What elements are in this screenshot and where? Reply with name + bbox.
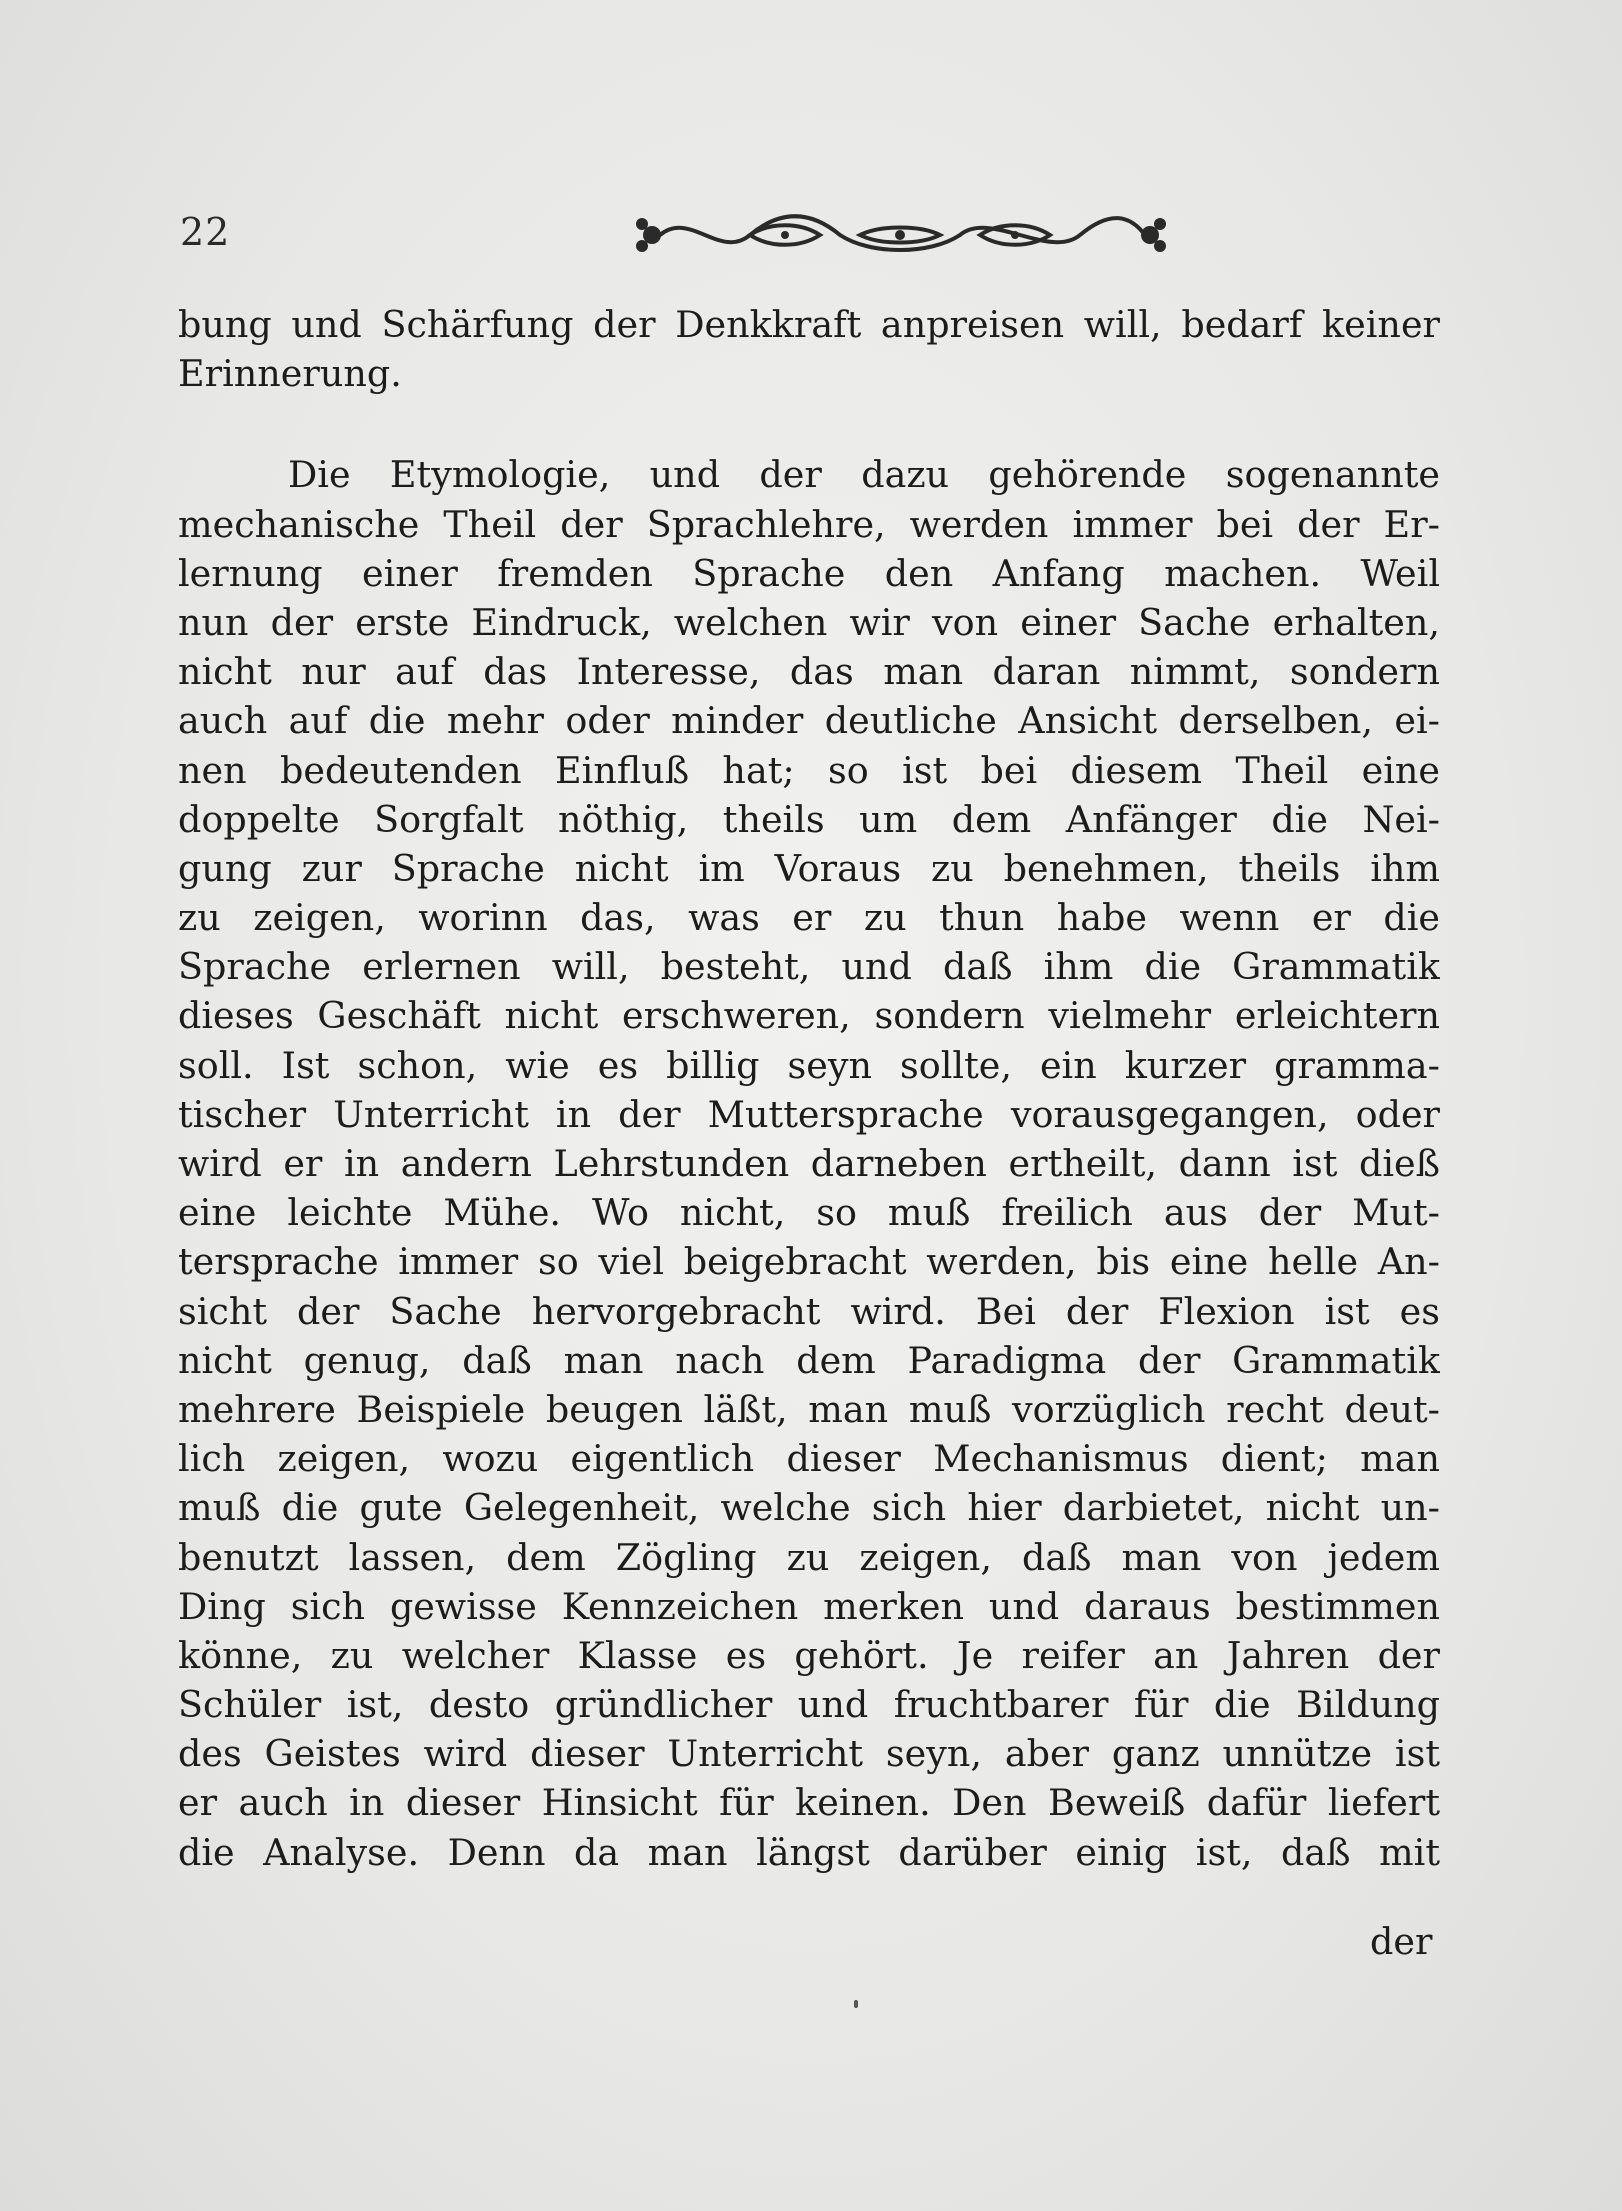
text-line: nicht nur auf das Interesse, das man daran nimmt, sondern <box>178 650 1440 694</box>
text-line: tersprache immer so viel beigebracht werden, bis eine helle An- <box>178 1240 1440 1284</box>
text-line: zu zeigen, worinn das, was er zu thun habe wenn er die <box>178 896 1440 940</box>
text-line: Erinnerung. <box>178 352 402 396</box>
text-line: gung zur Sprache nicht im Voraus zu benehmen, theils ihm <box>178 846 1440 890</box>
text-line: auch auf die mehr oder minder deutliche Ansicht derselben, ei- <box>178 699 1440 743</box>
paper-speck <box>854 2000 858 2008</box>
text-line: mechanische Theil der Sprachlehre, werden immer bei der Er- <box>178 502 1440 546</box>
text-line: nun der erste Eindruck, welchen wir von einer Sache erhalten, <box>178 600 1440 644</box>
text-line: mehrere Beispiele beugen läßt, man muß vorzüglich recht deut- <box>178 1387 1440 1431</box>
text-line: die Analyse. Denn da man längst darüber einig ist, daß mit <box>178 1830 1440 1874</box>
text-line: könne, zu welcher Klasse es gehört. Je reifer an Jahren der <box>178 1633 1440 1677</box>
text-line: Schüler ist, desto gründlicher und fruchtbarer für die Bildung <box>178 1683 1440 1727</box>
decorative-ornament-icon <box>630 200 1170 270</box>
text-line: nen bedeutenden Einfluß hat; so ist bei diesem Theil eine <box>178 748 1440 792</box>
text-line: doppelte Sorgfalt nöthig, theils um dem Anfänger die Nei- <box>178 797 1440 841</box>
text-line: wird er in andern Lehrstunden darneben ertheilt, dann ist dieß <box>178 1142 1440 1185</box>
text-line: eine leichte Mühe. Wo nicht, so muß freilich aus der Mut- <box>178 1191 1440 1235</box>
text-line: dieses Geschäft nicht erschweren, sondern vielmehr erleichtern <box>178 994 1440 1038</box>
text-line: muß die gute Gelegenheit, welche sich hier darbietet, nicht un- <box>178 1486 1440 1530</box>
page-header <box>180 200 1440 280</box>
text-line: tischer Unterricht in der Muttersprache vorausgegangen, oder <box>178 1092 1440 1136</box>
text-line: soll. Ist schon, wie es billig seyn sollte, ein kurzer gramma- <box>178 1043 1440 1087</box>
catchword: der <box>1370 1920 1433 1963</box>
paragraph-gap <box>178 398 1440 450</box>
text-line: Sprache erlernen will, besteht, und daß ihm die Grammatik <box>178 945 1440 989</box>
text-line: Die Etymologie, und der dazu gehörende sogenannte <box>288 453 1440 497</box>
text-line: lernung einer fremden Sprache den Anfang machen. Weil <box>178 551 1440 595</box>
text-line: nicht genug, daß man nach dem Paradigma der Grammatik <box>178 1338 1440 1382</box>
text-line: er auch in dieser Hinsicht für keinen. Den Beweiß dafür liefert <box>178 1781 1440 1825</box>
page-number: 22 <box>180 210 231 254</box>
text-line: lich zeigen, wozu eigentlich dieser Mechanismus dient; man <box>178 1437 1440 1481</box>
text-line: Ding sich gewisse Kennzeichen merken und daraus bestimmen <box>178 1584 1440 1628</box>
text-line: bung und Schärfung der Denkkraft anpreisen will, bedarf keiner <box>178 303 1440 346</box>
body-text <box>178 300 1440 1877</box>
text-line: des Geistes wird dieser Unterricht seyn, aber ganz unnütze ist <box>178 1732 1440 1776</box>
text-line: sicht der Sache hervorgebracht wird. Bei der Flexion ist es <box>178 1289 1440 1333</box>
text-line: benutzt lassen, dem Zögling zu zeigen, daß man von jedem <box>178 1535 1440 1579</box>
